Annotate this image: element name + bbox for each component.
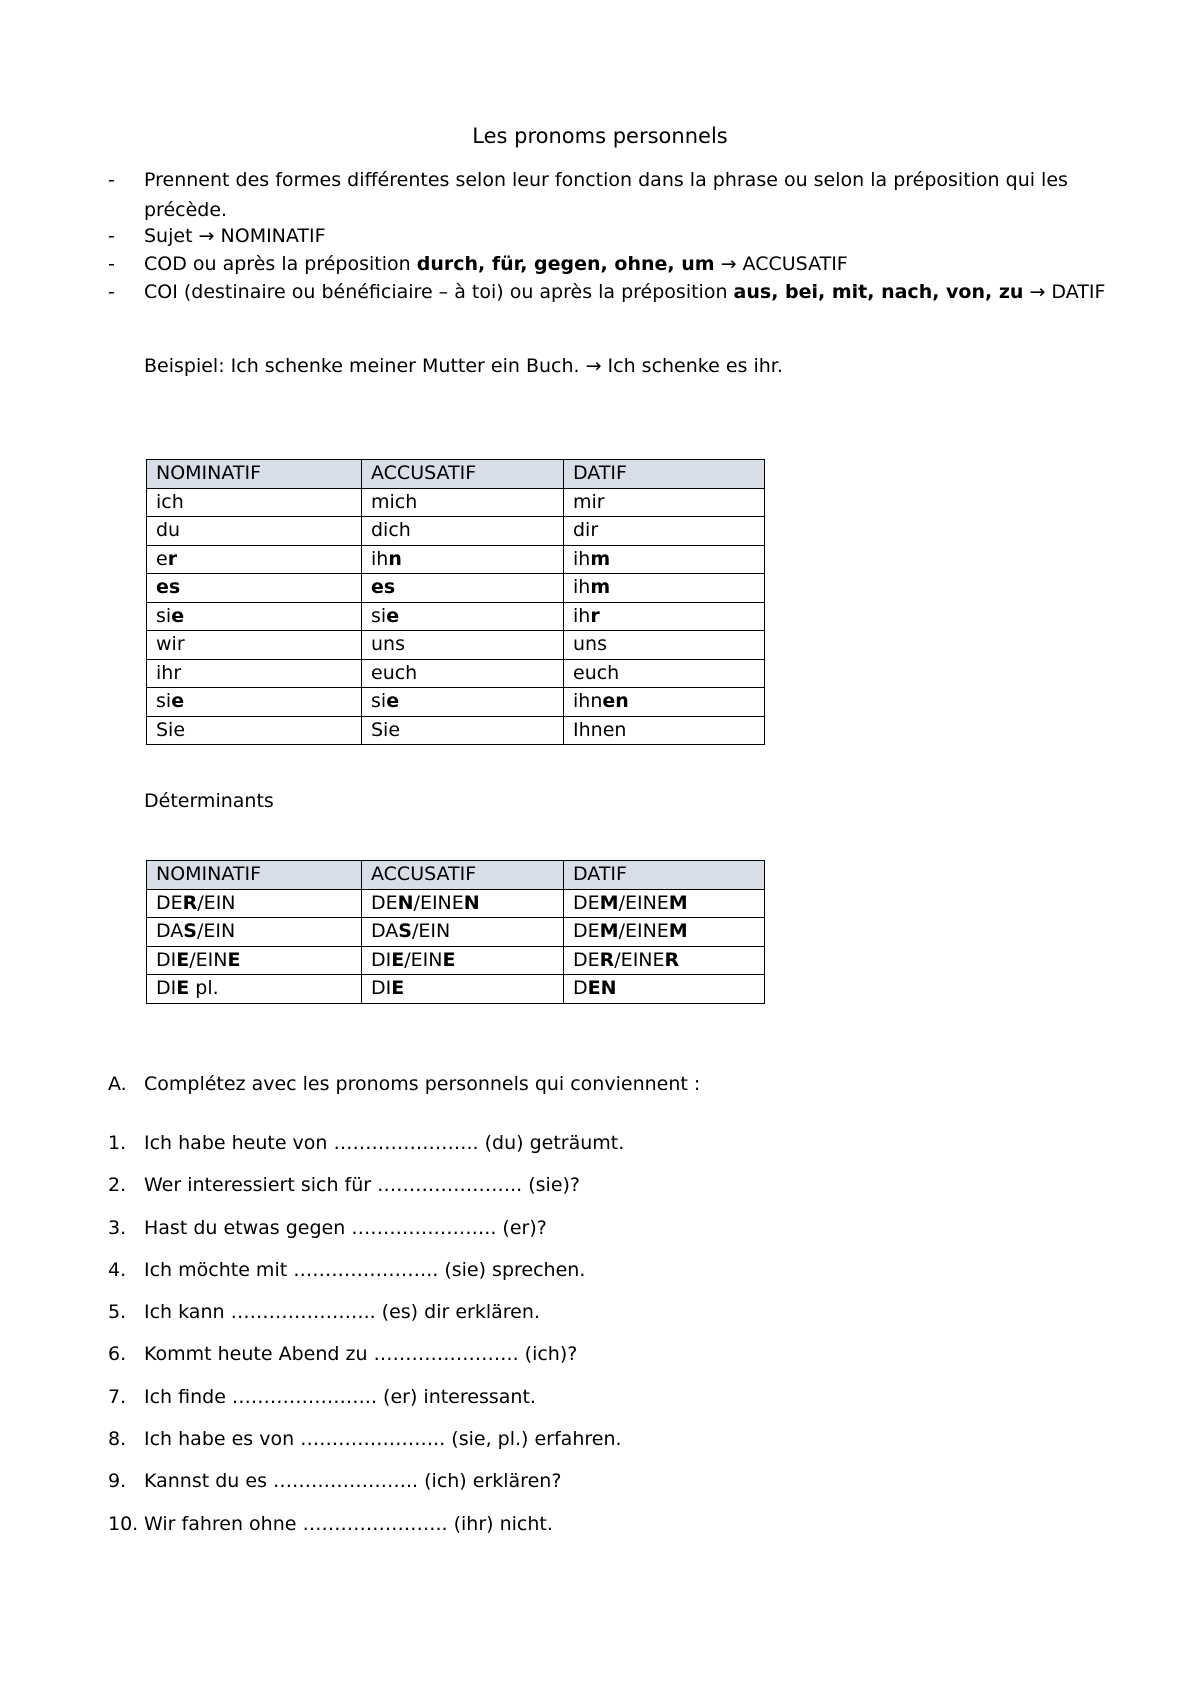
cell-text: ihr	[156, 661, 182, 684]
determinant-table	[146, 860, 765, 1004]
item-sentence: Ich möchte mit ………………….. (sie) sprechen.	[144, 1258, 586, 1281]
cell-text: ih	[371, 547, 389, 570]
rule-text-part: COI (destinaire ou bénéficiaire – à toi) ou après la préposition	[144, 281, 734, 303]
table-cell	[147, 631, 362, 660]
ending-highlight: N	[397, 891, 414, 914]
cell-text: /EIN	[404, 948, 443, 971]
table-row	[147, 602, 765, 631]
ending-highlight: e	[386, 604, 400, 627]
rule-item	[108, 249, 1118, 279]
table-cell	[362, 517, 564, 546]
ending-highlight: M	[668, 891, 688, 914]
cell-text: du	[156, 519, 181, 542]
cell-text: /EINE	[618, 891, 669, 914]
exercise-label: A.	[108, 1073, 127, 1095]
cell-text: mir	[573, 490, 605, 513]
table-cell	[564, 688, 765, 717]
table-cell	[362, 488, 564, 517]
cell-text: /EINE	[618, 920, 669, 943]
cell-text: e	[156, 547, 168, 570]
ending-highlight: N	[463, 891, 480, 914]
table-row	[147, 918, 765, 947]
cell-text: wir	[156, 633, 185, 656]
ending-highlight: r	[590, 604, 600, 627]
rule-keyword: durch, für, gegen, ohne, um	[416, 253, 715, 275]
rule-text	[144, 165, 1118, 225]
cell-text: DA	[371, 920, 399, 943]
ending-highlight: E	[176, 948, 190, 971]
exercise-instruction: Complétez avec les pronoms personnels qui conviennent :	[144, 1073, 701, 1095]
ending-highlight: E	[442, 948, 456, 971]
table-cell	[147, 688, 362, 717]
table-cell	[564, 659, 765, 688]
ending-highlight: E	[176, 977, 190, 1000]
rule-text-part: COD ou après la préposition	[144, 253, 417, 275]
table-cell	[147, 574, 362, 603]
item-number: 8.	[108, 1428, 127, 1451]
cell-text: si	[156, 690, 172, 713]
ending-highlight: R	[182, 891, 198, 914]
cell-text: Sie	[371, 718, 401, 741]
table-cell	[564, 517, 765, 546]
ending-highlight: es	[371, 576, 396, 599]
table-cell	[564, 946, 765, 975]
cell-text: dir	[573, 519, 599, 542]
table-cell	[564, 889, 765, 918]
cell-text: DI	[156, 977, 177, 1000]
table-row	[147, 545, 765, 574]
ending-highlight: n	[388, 547, 402, 570]
header-nominatif: NOMINATIF	[147, 460, 362, 489]
table-cell	[362, 659, 564, 688]
header-nominatif: NOMINATIF	[147, 861, 362, 890]
rule-item	[108, 221, 1118, 251]
table-cell	[147, 517, 362, 546]
item-sentence: Kommt heute Abend zu ………………….. (ich)?	[144, 1343, 578, 1366]
table-cell	[564, 545, 765, 574]
item-sentence: Wer interessiert sich für ………………….. (sie)?	[144, 1174, 581, 1197]
rule-keyword: aus, bei, mit, nach, von, zu	[733, 281, 1024, 303]
table-cell	[147, 488, 362, 517]
table-row	[147, 889, 765, 918]
cell-text: /EIN	[196, 920, 236, 943]
table-cell	[362, 975, 564, 1004]
table-cell	[362, 889, 564, 918]
ending-highlight: EN	[587, 977, 617, 1000]
ending-highlight: es	[156, 576, 181, 599]
table-cell	[362, 602, 564, 631]
rule-text-part: Sujet → NOMINATIF	[144, 225, 326, 247]
item-number: 4.	[108, 1258, 127, 1281]
cell-text: mich	[371, 490, 418, 513]
table-cell	[362, 918, 564, 947]
header-datif: DATIF	[564, 460, 765, 489]
ending-highlight: E	[227, 948, 241, 971]
cell-text: si	[371, 690, 387, 713]
table-cell	[147, 602, 362, 631]
rule-text	[144, 277, 1118, 307]
table-cell	[147, 716, 362, 745]
cell-text: ih	[573, 547, 591, 570]
item-sentence: Hast du etwas gegen ………………….. (er)?	[144, 1216, 547, 1239]
cell-text: /EIN	[197, 891, 236, 914]
table-cell	[147, 889, 362, 918]
cell-text: ihn	[573, 690, 603, 713]
rule-text	[144, 221, 1118, 251]
table-cell	[564, 716, 765, 745]
table-row	[147, 946, 765, 975]
page-title: Les pronoms personnels	[472, 124, 728, 148]
cell-text: /EIN	[189, 948, 228, 971]
ending-highlight: m	[590, 547, 611, 570]
rule-dash: -	[108, 225, 115, 247]
item-number: 5.	[108, 1301, 127, 1324]
cell-text: euch	[573, 661, 620, 684]
item-sentence: Wir fahren ohne ………………….. (ihr) nicht.	[144, 1512, 553, 1535]
table-cell	[362, 545, 564, 574]
rule-text	[144, 249, 1118, 279]
rule-dash: -	[108, 169, 115, 191]
ending-highlight: E	[391, 977, 405, 1000]
example-sentence: Beispiel: Ich schenke meiner Mutter ein Buch. → Ich schenke es ihr.	[144, 355, 783, 377]
item-sentence: Ich kann ………………….. (es) dir erklären.	[144, 1301, 540, 1324]
cell-text: DE	[573, 948, 600, 971]
ending-highlight: e	[386, 690, 400, 713]
item-number: 7.	[108, 1385, 127, 1408]
cell-text: uns	[371, 633, 405, 656]
cell-text: euch	[371, 661, 418, 684]
item-number: 9.	[108, 1470, 127, 1493]
table-cell	[362, 688, 564, 717]
table-header-row	[147, 460, 765, 489]
table-cell	[362, 716, 564, 745]
table-row	[147, 574, 765, 603]
cell-text: /EINE	[413, 891, 464, 914]
cell-text: si	[156, 604, 172, 627]
ending-highlight: S	[183, 920, 197, 943]
ending-highlight: e	[171, 604, 185, 627]
rule-text-part: → ACCUSATIF	[714, 253, 848, 275]
table-header-row	[147, 861, 765, 890]
cell-text: DE	[156, 891, 183, 914]
table-cell	[564, 975, 765, 1004]
item-number: 6.	[108, 1343, 127, 1366]
ending-highlight: M	[599, 920, 619, 943]
rule-item	[108, 165, 1118, 225]
ending-highlight: e	[171, 690, 185, 713]
ending-highlight: E	[391, 948, 405, 971]
cell-text: /EIN	[411, 920, 451, 943]
table-cell	[147, 918, 362, 947]
table-cell	[564, 488, 765, 517]
cell-text: Ihnen	[573, 718, 627, 741]
item-sentence: Ich habe es von ………………….. (sie, pl.) erfahren.	[144, 1428, 622, 1451]
item-sentence: Kannst du es ………………….. (ich) erklären?	[144, 1470, 562, 1493]
table-row	[147, 716, 765, 745]
table-row	[147, 488, 765, 517]
cell-text: DE	[573, 891, 600, 914]
cell-text: ih	[573, 576, 591, 599]
header-datif: DATIF	[564, 861, 765, 890]
rule-dash: -	[108, 281, 115, 303]
table-row	[147, 631, 765, 660]
ending-highlight: M	[668, 920, 688, 943]
table-cell	[147, 659, 362, 688]
cell-text: ich	[156, 490, 184, 513]
table-cell	[362, 946, 564, 975]
table-cell	[147, 975, 362, 1004]
cell-text: dich	[371, 519, 411, 542]
cell-text: Sie	[156, 718, 186, 741]
table-cell	[564, 602, 765, 631]
table-cell	[147, 946, 362, 975]
rule-text-part: → DATIF	[1023, 281, 1106, 303]
table-cell	[564, 631, 765, 660]
item-number: 2.	[108, 1174, 127, 1197]
cell-text: DE	[371, 891, 398, 914]
ending-highlight: m	[590, 576, 611, 599]
cell-text: DI	[156, 948, 177, 971]
table-row	[147, 975, 765, 1004]
header-accusatif: ACCUSATIF	[362, 861, 564, 890]
table-row	[147, 659, 765, 688]
table-row	[147, 517, 765, 546]
cell-text: pl.	[189, 977, 219, 1000]
determinants-heading: Déterminants	[144, 790, 274, 812]
table-cell	[564, 918, 765, 947]
item-number: 10.	[108, 1512, 139, 1535]
rule-item	[108, 277, 1118, 307]
ending-highlight: r	[167, 547, 178, 570]
cell-text: DI	[371, 977, 392, 1000]
table-cell	[564, 574, 765, 603]
cell-text: DI	[371, 948, 392, 971]
cell-text: D	[573, 977, 588, 1000]
item-number: 1.	[108, 1132, 127, 1154]
ending-highlight: R	[599, 948, 615, 971]
cell-text: DA	[156, 920, 184, 943]
item-sentence: Ich habe heute von ………………….. (du) geträumt.	[144, 1132, 625, 1154]
cell-text: uns	[573, 633, 607, 656]
cell-text: ih	[573, 604, 591, 627]
table-row	[147, 688, 765, 717]
item-number: 3.	[108, 1216, 127, 1239]
cell-text: DE	[573, 920, 600, 943]
table-cell	[147, 545, 362, 574]
ending-highlight: S	[398, 920, 412, 943]
header-accusatif: ACCUSATIF	[362, 460, 564, 489]
table-cell	[362, 631, 564, 660]
pronoun-table	[146, 459, 765, 745]
cell-text: /EINE	[614, 948, 665, 971]
cell-text: si	[371, 604, 387, 627]
ending-highlight: M	[599, 891, 619, 914]
ending-highlight: R	[664, 948, 680, 971]
rule-text-part: Prennent des formes différentes selon leur fonction dans la phrase ou selon la préposition qui les précède.	[144, 169, 1068, 221]
ending-highlight: en	[602, 690, 629, 713]
table-cell	[362, 574, 564, 603]
item-sentence: Ich finde ………………….. (er) interessant.	[144, 1385, 536, 1408]
rule-dash: -	[108, 253, 115, 275]
